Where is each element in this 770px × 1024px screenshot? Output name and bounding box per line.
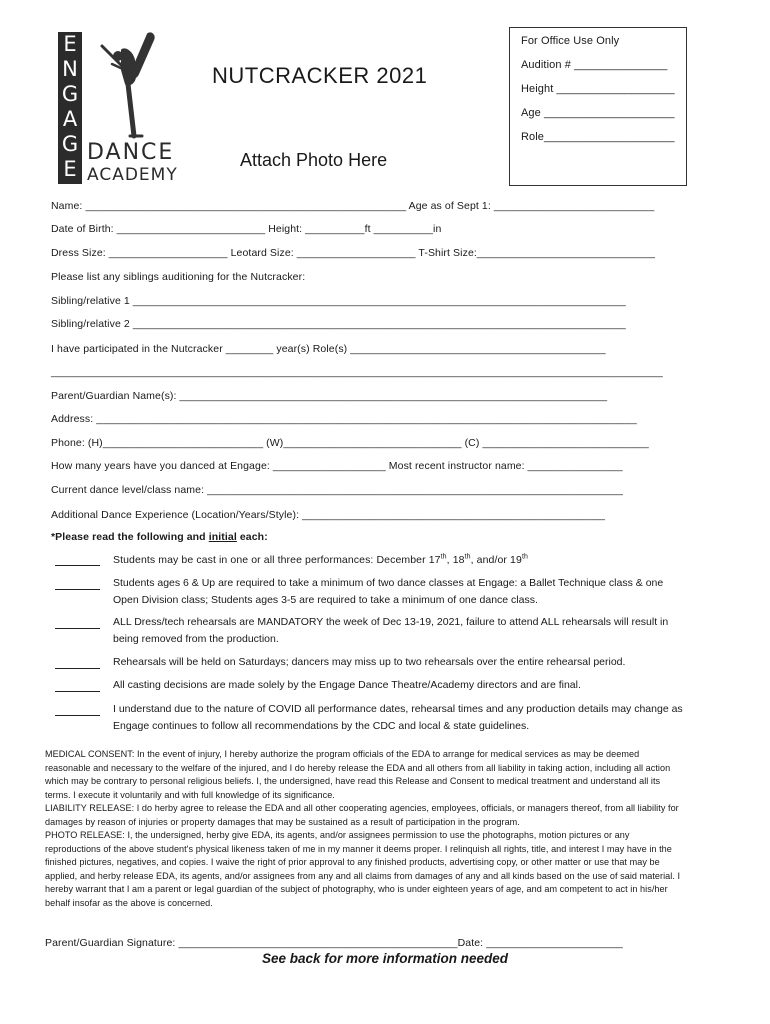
dob-height-field[interactable]: Date of Birth: _________________________ Height: __________ft __________in [51, 223, 442, 235]
participation-field[interactable]: I have participated in the Nutcracker ________ year(s) Role(s) ___________________________________________ [51, 343, 606, 355]
logo-letter-column [58, 32, 82, 184]
office-use-box [509, 27, 687, 186]
ordinal: th [521, 553, 528, 561]
initial-blank-6[interactable] [55, 715, 100, 716]
office-role-field: Role_____________________ [521, 131, 675, 143]
logo-letter: E [63, 157, 77, 181]
office-audition-field: Audition # _______________ [521, 59, 668, 71]
address-field[interactable]: Address: ___________________________________________________________________________________________ [51, 413, 637, 425]
item-text: , 18 [446, 554, 465, 566]
initial-blank-4[interactable] [55, 668, 100, 669]
office-heading: For Office Use Only [521, 35, 620, 47]
initial-blank-2[interactable] [55, 589, 100, 590]
office-height-field: Height ___________________ [521, 83, 675, 95]
phone-field[interactable]: Phone: (H)___________________________ (W)______________________________ (C) ____________________________ [51, 437, 649, 449]
initial-blank-3[interactable] [55, 628, 100, 629]
logo-letter: G [61, 132, 79, 156]
photo-placeholder: Attach Photo Here [240, 150, 388, 170]
logo-dance-text: DANCE [87, 140, 175, 165]
office-age-field: Age _____________________ [521, 107, 675, 119]
siblings-prompt: Please list any siblings auditioning for the Nutcracker: [51, 271, 306, 283]
sibling-2-field[interactable]: Sibling/relative 2 ___________________________________________________________________________________ [51, 318, 626, 330]
initial-heading-word: initial [208, 531, 237, 543]
dance-level-field[interactable]: Current dance level/class name: ______________________________________________________________________ [51, 484, 623, 496]
item-text: Students may be cast in one or all three performances: December 17 [113, 554, 441, 566]
years-instructor-field[interactable]: How many years have you danced at Engage: ___________________ Most recent instructor name: ________________ [51, 460, 623, 472]
initial-item-performances [113, 553, 528, 567]
roles-continuation-line[interactable]: _______________________________________________________________________________________________________ [51, 366, 663, 378]
signature-field[interactable]: Parent/Guardian Signature: _______________________________________________Date: _______________________ [45, 937, 623, 949]
initial-blank-1[interactable] [55, 565, 100, 566]
initial-item-saturday-rehearsals: Rehearsals will be held on Saturdays; dancers may miss up to two rehearsals over the entire rehearsal period. [113, 656, 626, 668]
ordinal: th [440, 553, 447, 561]
initial-item-covid: I understand due to the nature of COVID all performance dates, rehearsal times and any production details may change as Engage continues to follow all recommendations by the CDC and local & state guidelines. [113, 703, 683, 732]
dancer-silhouette-icon [92, 30, 164, 140]
logo-academy-text: ACADEMY [87, 165, 178, 185]
page-title: NUTCRACKER 2021 [212, 63, 428, 88]
medical-consent: MEDICAL CONSENT: In the event of injury, I hereby authorize the program officials of the EDA to arrange for medical services as may be deemed reasonable and necessary to the welfare of the injured, and I do hereby release the EDA and all others from all liability in taking action, including all action which may be contrary to personal religious beliefs. I, the undersigned, have read this Release and Consent to medical treatment and understand all its terms. I execute it voluntarily and with full knowledge of its significance. [45, 749, 671, 800]
initial-heading-post: each: [236, 531, 268, 543]
sizes-field[interactable]: Dress Size: ____________________ Leotard Size: ____________________ T-Shirt Size:______________________________ [51, 247, 656, 259]
initial-heading-pre: *Please read the following and [51, 531, 209, 543]
initial-item-mandatory-rehearsals: ALL Dress/tech rehearsals are MANDATORY the week of Dec 13-19, 2021, failure to attend ALL rehearsals will result in being removed from the production. [113, 616, 669, 645]
name-field[interactable]: Name: ______________________________________________________ Age as of Sept 1: ___________________________ [51, 200, 655, 212]
initial-heading [51, 530, 268, 544]
ordinal: th [464, 553, 471, 561]
logo-letter: A [62, 107, 78, 131]
logo-letter: G [61, 82, 79, 106]
sibling-1-field[interactable]: Sibling/relative 1 ___________________________________________________________________________________ [51, 295, 626, 307]
initial-item-class-requirement: Students ages 6 & Up are required to take a minimum of two dance classes at Engage: a Ballet Technique class & one Open Division class; Students ages 3-5 are required to take a minimum of one dance class. [113, 577, 664, 606]
initial-item-casting: All casting decisions are made solely by the Engage Dance Theatre/Academy directors and are final. [113, 679, 581, 691]
logo-letter: N [62, 57, 78, 81]
guardian-name-field[interactable]: Parent/Guardian Name(s): ________________________________________________________________________ [51, 390, 608, 402]
logo-letter: E [63, 32, 77, 56]
experience-field[interactable]: Additional Dance Experience (Location/Years/Style): ___________________________________________________ [51, 509, 606, 521]
initial-blank-5[interactable] [55, 691, 100, 692]
legal-text [45, 748, 683, 910]
item-text: , and/or 19 [470, 554, 522, 566]
footer-note: See back for more information needed [261, 951, 509, 966]
liability-release: LIABILITY RELEASE: I do herby agree to release the EDA and all other cooperating agencies, employees, officials, or managers thereof, from all liability for damages by reason of injuries or property damages that may be sustained as a result of participation in the program. [45, 803, 679, 827]
photo-release: PHOTO RELEASE: I, the undersigned, herby give EDA, its agents, and/or assignees permission to use the photographs, motion pictures or any reproductions of the above student's physical likeness taken of me in my manner it deems proper. I relinquish all rights, title, and interest I may have in the finished pictures, negatives, and copies. I waive the right of prior approval to any finished products, advertising copy, or other matter or use that may be applied, and herby release EDA, its agents, and/or assignees from any and all claims from damages of any and all kinds based on the use of said material. I hereby warrant that I am a parent or legal guardian of the subject of photography, who is under eighteen years of age, and am competent to act in his/her behalf insofar as the above is concerned. [45, 830, 681, 908]
